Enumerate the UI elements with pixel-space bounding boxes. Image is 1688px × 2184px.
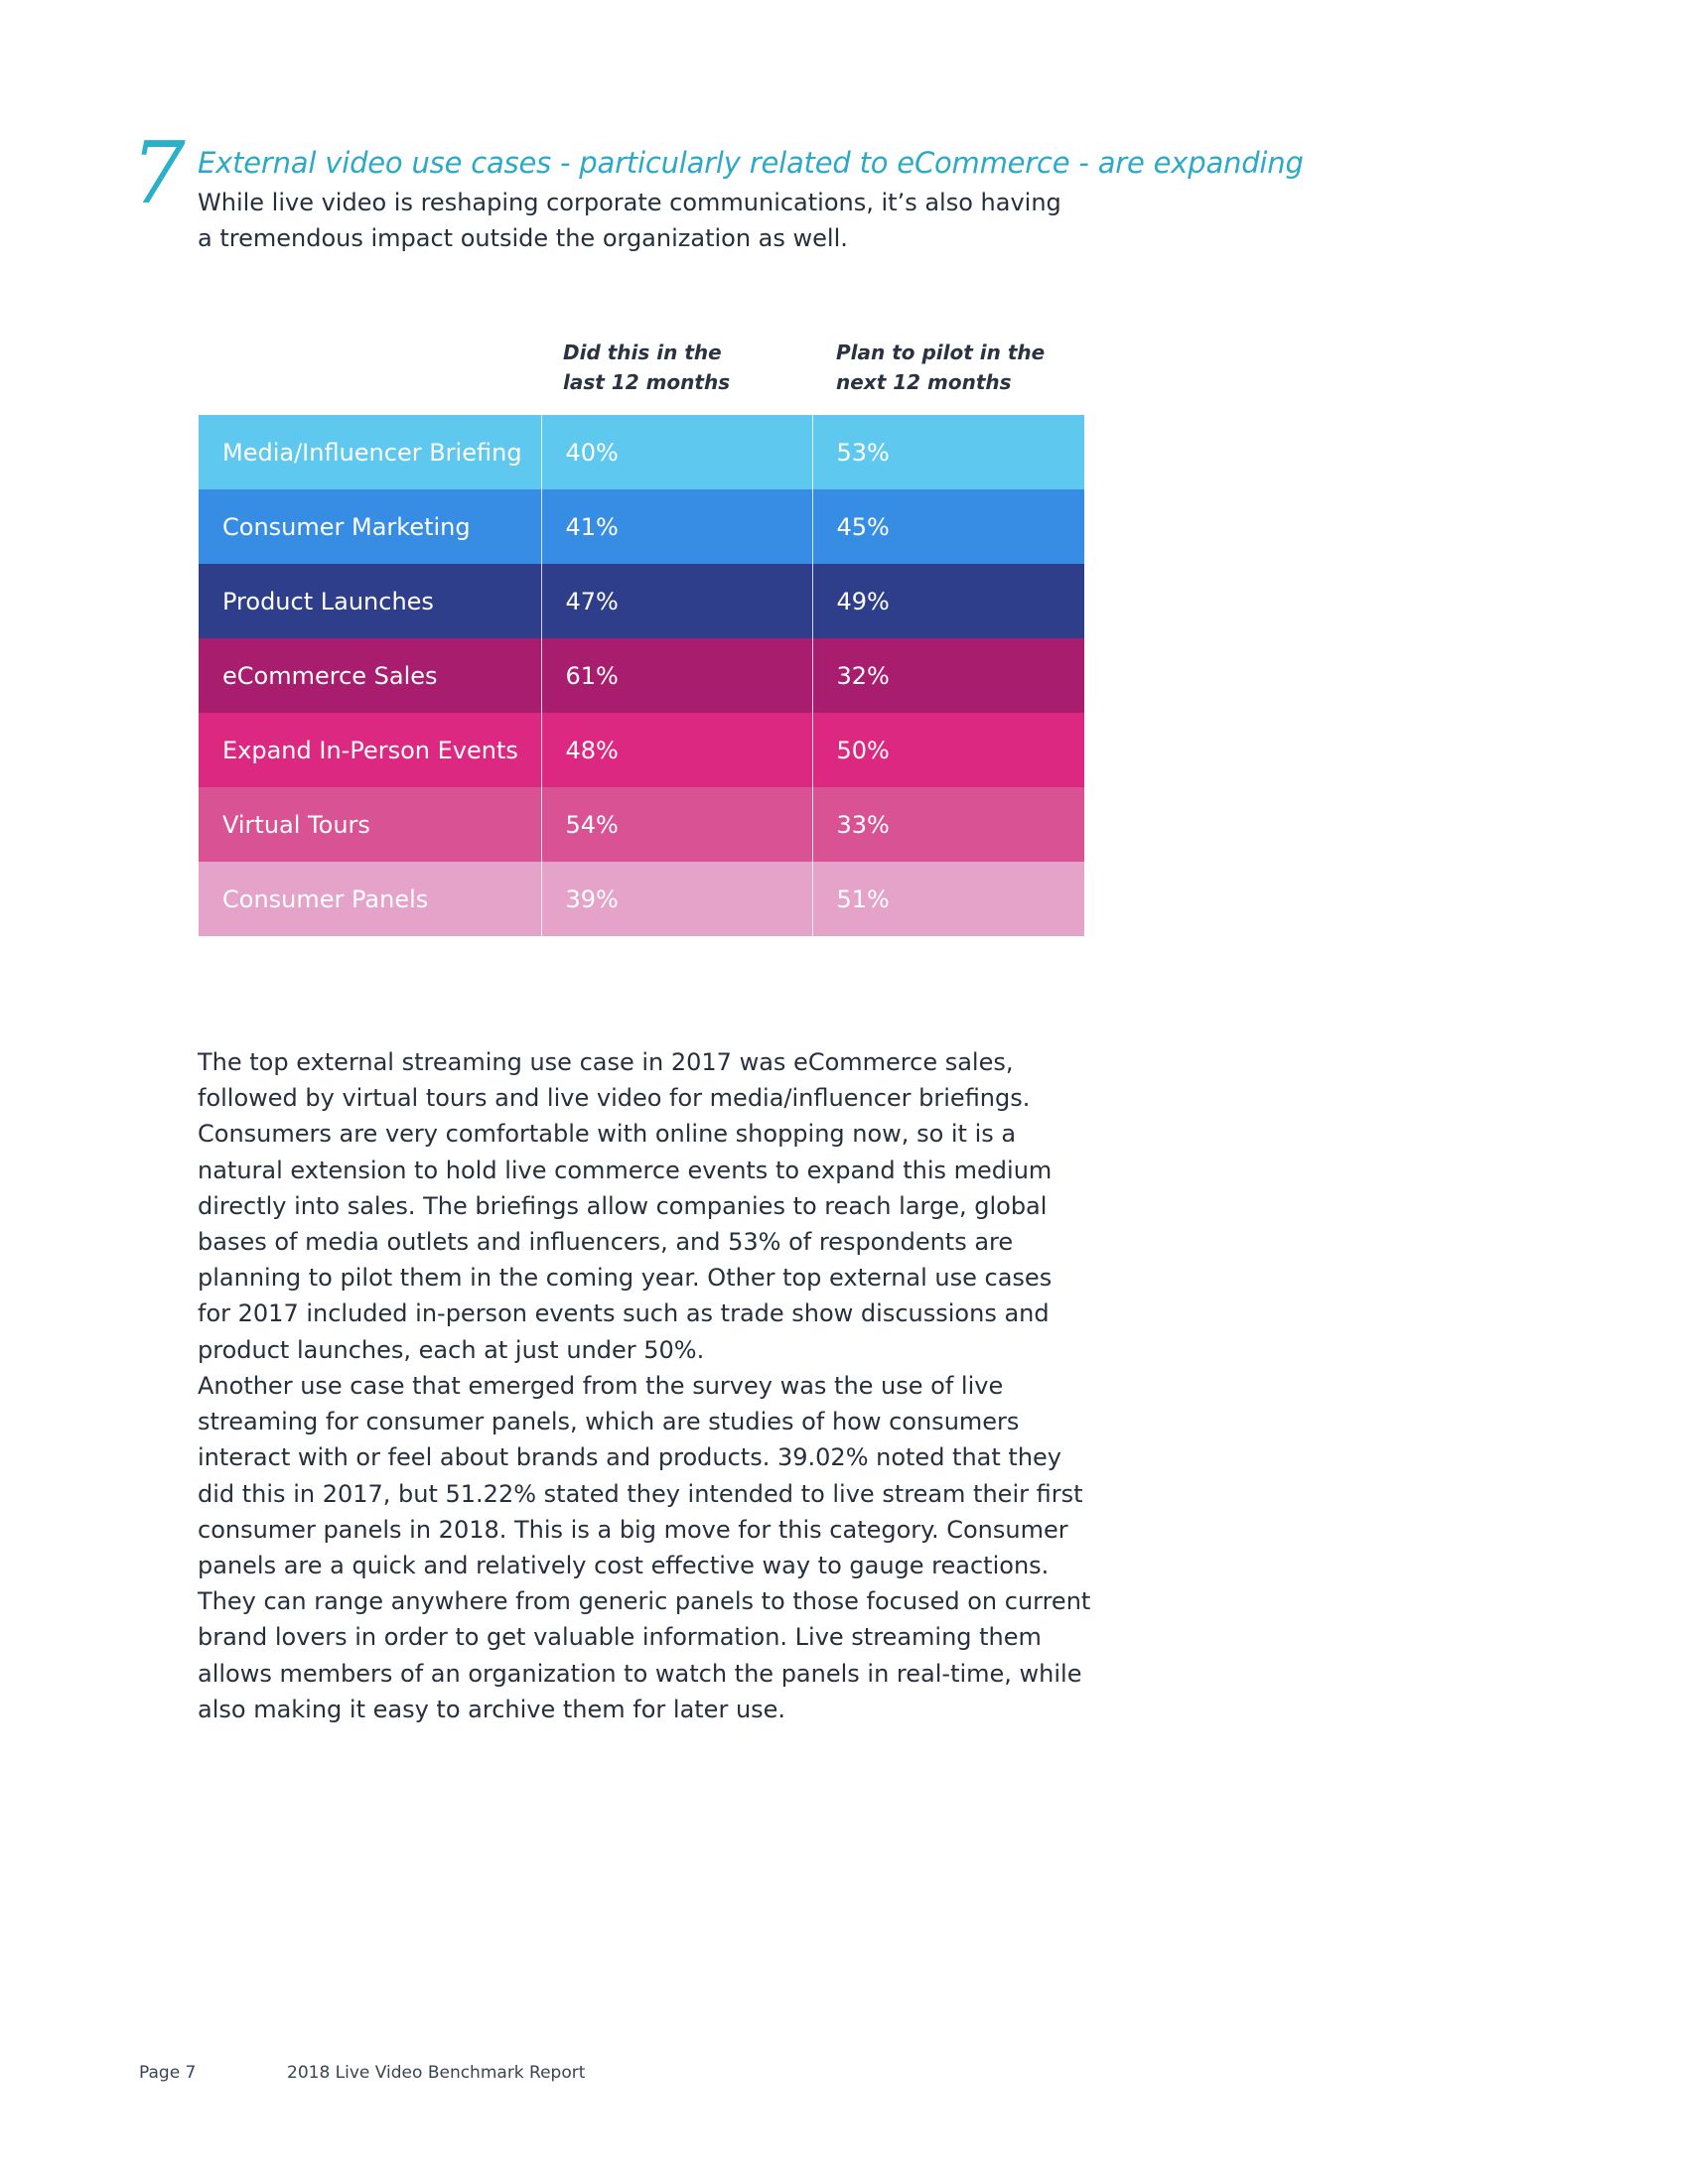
section-number: 7 [131,124,186,223]
table-row [199,638,1084,713]
row-label: Consumer Panels [199,862,541,936]
section-title: External video use cases - particularly related to eCommerce - are expanding [198,146,1304,180]
row-label: Expand In-Person Events [199,713,541,787]
footer-report-title: 2018 Live Video Benchmark Report [287,2063,586,2083]
value-last-12-months: 39% [541,862,812,936]
intro-text: While live video is reshaping corporate communications, it’s also having a tremendous impact outside the organization as well. [198,189,1061,252]
footer-page-number: Page 7 [139,2063,197,2083]
table-row [199,862,1084,936]
value-last-12-months: 54% [541,787,812,862]
table-row [199,713,1084,787]
row-label: eCommerce Sales [199,638,541,713]
column-header-last-12-months: Did this in the last 12 months [563,341,731,394]
row-label: Media/Influencer Briefing [199,415,541,489]
row-label: Virtual Tours [199,787,541,862]
value-next-12-months: 32% [836,661,890,690]
value-next-12-months: 50% [836,736,890,764]
table-row [199,415,1084,489]
value-last-12-months: 61% [541,638,812,713]
body-paragraph-1: The top external streaming use case in 2017 was eCommerce sales, followed by virtual tours and live video for media/influencer briefings. Consumers are very comfortable with online shopping now, so it is a natural extension to hold live commerce events to expand this medium directly into sales. The briefings allow companies to reach large, global bases of media outlets and influencers, and 53% of respondents are planning to pilot them in the coming year. Other top external use cases for 2017 included in-person events such as trade show discussions and product launches, each at just under 50%. [198,1048,1053,1364]
table-row [199,564,1084,638]
row-label: Consumer Marketing [199,489,541,564]
table-row [199,489,1084,564]
value-last-12-months: 41% [541,489,812,564]
column-header-next-12-months: Plan to pilot in the next 12 months [836,341,1046,394]
value-next-12-months: 53% [836,438,890,467]
value-next-12-months: 45% [836,512,890,541]
row-label: Product Launches [199,564,541,638]
table-row [199,787,1084,862]
value-last-12-months: 48% [541,713,812,787]
value-last-12-months: 47% [541,564,812,638]
value-last-12-months: 40% [541,415,812,489]
value-next-12-months: 33% [836,810,890,839]
body-paragraph-2: Another use case that emerged from the survey was the use of live streaming for consumer panels, which are studies of how consumers interact with or feel about brands and products. 39.02% noted that they did this in 2017, but 51.22% stated they intended to live stream their first consumer panels in 2018. This is a big move for this category. Consumer panels are a quick and relatively cost effective way to gauge reactions. They can range anywhere from generic panels to those focused on current brand lovers in order to get valuable information. Live streaming them allows members of an organization to watch the panels in real-time, while also making it easy to archive them for later use. [198,1372,1091,1723]
value-next-12-months: 49% [836,587,890,615]
value-next-12-months: 51% [836,885,890,913]
use-case-table [199,415,1084,936]
